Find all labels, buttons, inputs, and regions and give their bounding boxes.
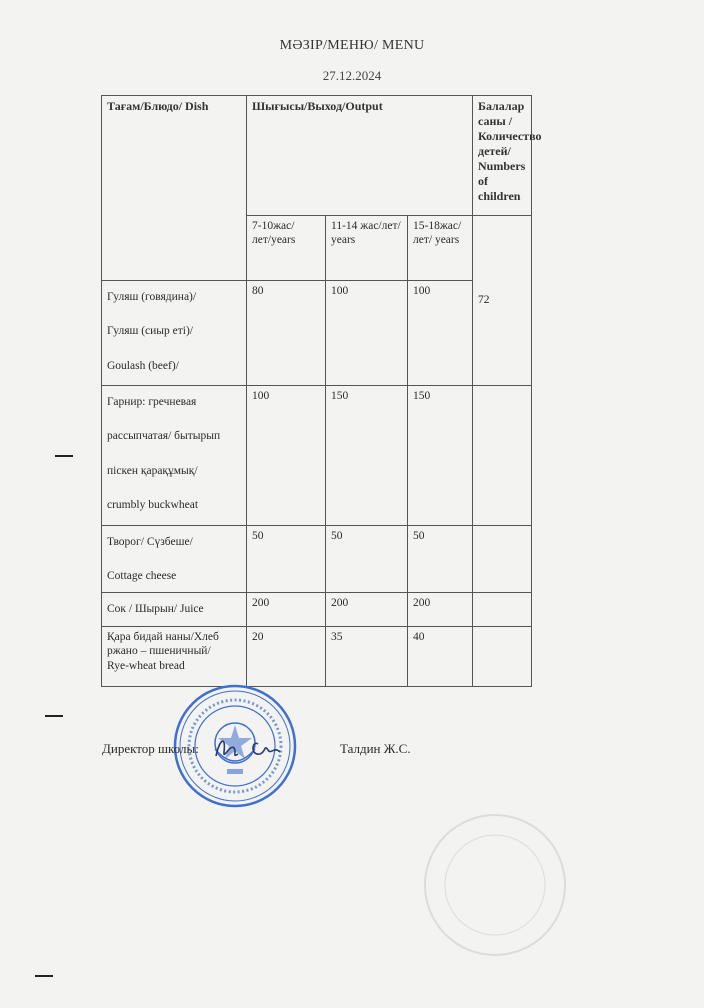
dish-name-line: рассыпчатая/ бытырып [107, 430, 221, 443]
output-11-14: 150 [326, 386, 408, 526]
faint-seal-image [420, 810, 570, 960]
output-15-18: 150 [408, 386, 473, 526]
age-group-7-10: 7-10жас/лет/years [247, 216, 326, 281]
menu-date: 27.12.2024 [322, 68, 382, 83]
children-count: 72 [473, 216, 532, 386]
table-row [102, 593, 532, 627]
dish-cell [102, 281, 247, 386]
page-title: МӘЗІР/МЕНЮ/ MENU [279, 38, 425, 53]
output-15-18: 200 [408, 593, 473, 627]
margin-mark [35, 975, 53, 977]
dish-name-line: Goulash (beef)/ [107, 359, 179, 372]
dish-name-line: Қара бидай наны/Хлеб [107, 631, 219, 643]
age-group-11-14: 11-14 жас/лет/ years [326, 216, 408, 281]
output-7-10: 200 [247, 593, 326, 627]
output-7-10: 80 [247, 281, 326, 386]
age-group-15-18: 15-18жас/лет/ years [408, 216, 473, 281]
column-header-output: Шығысы/Выход/Output [247, 96, 473, 216]
column-header-dish: Тағам/Блюдо/ Dish [102, 96, 247, 281]
output-11-14: 200 [326, 593, 408, 627]
dish-name-line: ржано – пшеничный/ [107, 645, 211, 658]
children-count-empty [473, 593, 532, 627]
margin-mark [45, 715, 63, 717]
dish-cell [102, 593, 247, 627]
output-7-10: 50 [247, 526, 326, 593]
dish-cell [102, 526, 247, 593]
director-name: Талдин Ж.С. [340, 741, 411, 756]
children-count-empty [473, 386, 532, 526]
output-15-18: 100 [408, 281, 473, 386]
column-header-children: Балалар саны /Количество детей/ Numbers of children [473, 96, 532, 216]
children-count-empty [473, 526, 532, 593]
output-11-14: 100 [326, 281, 408, 386]
table-row [102, 526, 532, 593]
dish-name-line: crumbly buckwheat [107, 499, 199, 512]
director-label: Директор школы: [102, 741, 199, 756]
table-row [102, 281, 532, 386]
dish-name-line: Творог/ Сүзбеше/ [107, 536, 193, 548]
output-15-18: 40 [408, 627, 473, 687]
dish-name-line: Сок / Шырын/ Juice [107, 603, 204, 615]
dish-cell [102, 386, 247, 526]
table-row [102, 627, 532, 687]
output-15-18: 50 [408, 526, 473, 593]
table-row [102, 386, 532, 526]
menu-table [101, 95, 542, 687]
dish-name-line: Гуляш (говядина)/ [107, 291, 197, 303]
signature-row [102, 741, 522, 761]
output-11-14: 50 [326, 526, 408, 593]
dish-name-line: Rye-wheat bread [107, 659, 185, 672]
margin-mark [55, 455, 73, 457]
dish-name-line: Гуляш (сиыр еті)/ [107, 325, 194, 338]
output-7-10: 100 [247, 386, 326, 526]
dish-name-line: Cottage cheese [107, 570, 177, 583]
dish-cell [102, 627, 247, 687]
output-7-10: 20 [247, 627, 326, 687]
dish-name-line: Гарнир: гречневая [107, 396, 197, 408]
output-11-14: 35 [326, 627, 408, 687]
children-count-empty [473, 627, 532, 687]
dish-name-line: піскен қарақұмық/ [107, 464, 198, 477]
